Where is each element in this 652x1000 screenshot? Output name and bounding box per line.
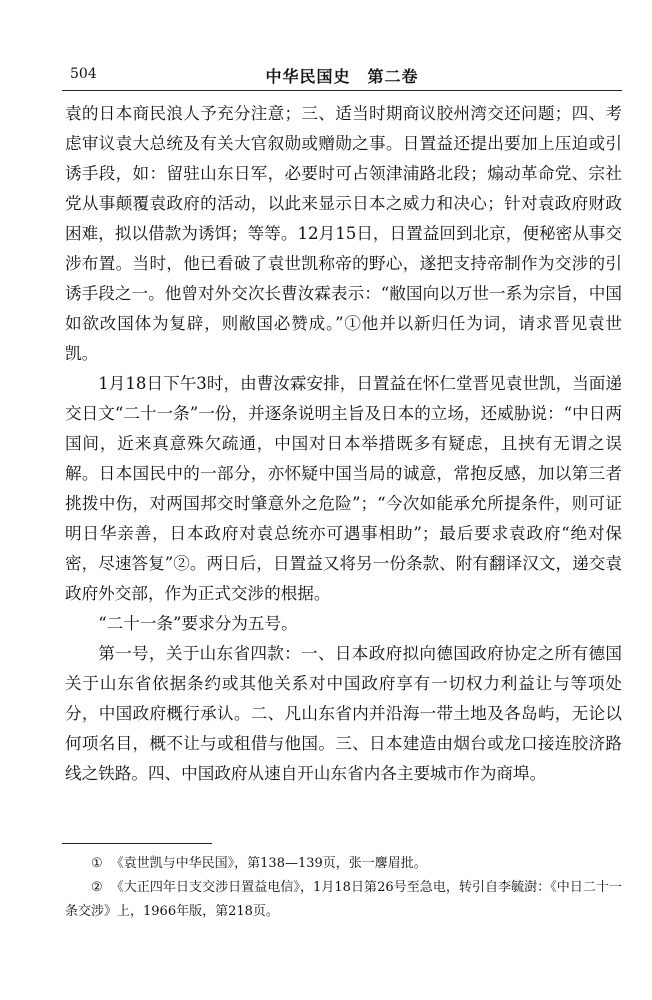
footnote xyxy=(65,876,622,924)
running-title: 中华民国史 第二卷 xyxy=(265,67,419,86)
footnote-mark: ② xyxy=(91,880,103,895)
footnote-text: 《袁世凯与中华民国》，第138—139页，张一麐眉批。 xyxy=(110,856,427,871)
paragraph: “二十一条”要求分为五号。 xyxy=(98,614,298,633)
page-number: 504 xyxy=(70,66,97,82)
footnote-rule xyxy=(62,843,212,844)
footnotes xyxy=(65,852,622,924)
header-rule xyxy=(62,90,622,91)
paragraph: 第一号，关于山东省四款：一、日本政府拟向德国政府协定之所有德国关于山东省依据条约或其他关系对中国政府享有一切权力利益让与等项处分，中国政府概行承认。二、凡山东省内并沿海一带土地及各岛屿，无论以何项名目，概不让与或租借与他国。三、日本建造由烟台或龙口接连胶济路线之铁路。四、中国政府从速自开山东省内各主要城市作为商埠。 xyxy=(65,644,622,783)
body-text xyxy=(65,99,622,789)
footnote-mark: ① xyxy=(91,856,103,871)
paragraph: 1月18日下午3时，由曹汝霖安排，日置益在怀仁堂晋见袁世凯，当面递交日文“二十一条”一份，并逐条说明主旨及日本的立场，还威胁说：“中日两国间，近来真意殊欠疏通，中国对日本举措既多有疑虑，且挟有无谓之误解。日本国民中的一部分，亦怀疑中国当局的诚意，常抱反感，加以第三者挑拨中伤，对两国邦交时肇意外之危险”；“今次如能承允所提条件，则可证明日华亲善，日本政府对袁总统亦可遇事相助”；最后要求袁政府“绝对保密，尽速答复”②。两日后，日置益又将另一份条款、附有翻译汉文，递交袁政府外交部，作为正式交涉的根据。 xyxy=(65,374,622,603)
paragraph: 袁的日本商民浪人予充分注意；三、适当时期商议胶州湾交还问题；四、考虑审议袁大总统及有关大官叙勋或赠勋之事。日置益还提出要加上压迫或引诱手段，如：留驻山东日军，必要时可占领津浦路北段；煽动革命党、宗社党从事颠覆袁政府的活动，以此来显示日本之威力和决心；针对袁政府财政困难，拟以借款为诱饵；等等。12月15日，日置益回到北京，便秘密从事交涉布置。当时，他已看破了袁世凯称帝的野心，遂把支持帝制作为交涉的引诱手段之一。他曾对外交次长曹汝霖表示：“敝国向以万世一系为宗旨，中国如欲改国体为复辟，则敝国必赞成。”①他并以新归任为词，请求晋见袁世凯。 xyxy=(65,104,622,363)
footnote xyxy=(65,852,622,876)
footnote-text: 《大正四年日支交涉日置益电信》，1月18日第26号至急电，转引自李毓澍：《中日二十一条交涉》上，1966年版，第218页。 xyxy=(65,880,623,919)
page-header xyxy=(62,62,622,92)
